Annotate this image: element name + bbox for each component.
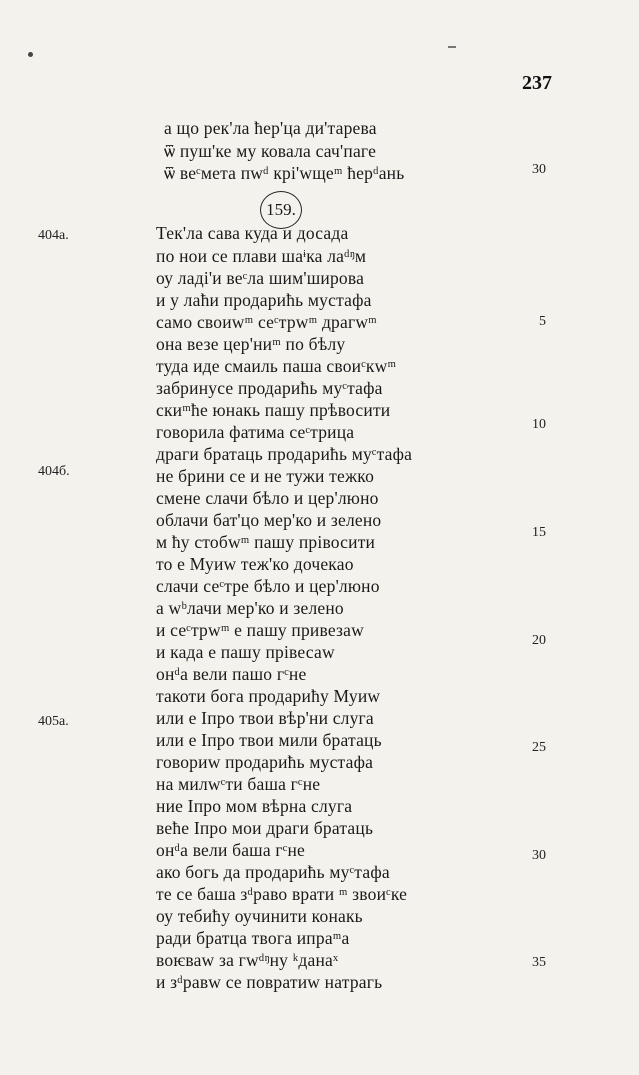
folio-reference: 404б. xyxy=(38,464,70,479)
line-number: 10 xyxy=(532,417,546,432)
folio-reference: 405a. xyxy=(38,714,69,729)
poem-line: она везе цер'ниᵐ по бѣлу xyxy=(156,334,346,354)
poem-line: ѿ веᶜмета пwᵈ крі'wщеᵐ ћерᵈань xyxy=(164,163,405,183)
line-number: 20 xyxy=(532,633,546,648)
poem-line: такоти бога продарићу Муиw xyxy=(156,686,381,706)
poem-line: само своиwᵐ сеᶜтрwᵐ драгwᵐ xyxy=(156,312,377,332)
poem-line: и зᵈравw се повратиw натрагь xyxy=(156,972,383,992)
poem-line: или е Іпро твои вѣр'ни слуга xyxy=(156,708,374,728)
poem-line: говорила фатима сеᶜтрица xyxy=(156,422,355,442)
poem-line: ᴍ ћу стобwᵐ пашу прівосити xyxy=(156,532,376,552)
poem-line: оу тебићу оучинити конакь xyxy=(156,906,363,926)
poem-line: то е Муиw теж'ко дочекао xyxy=(156,554,354,574)
poem-line: онᵈа вели баша гᶜне xyxy=(156,840,305,860)
poem-line: скиᵐће юнакь пашу прѣвосити xyxy=(156,400,391,420)
poem-line: туда иде смаиль паша своиᶜкwᵐ xyxy=(156,356,397,376)
poem-line: смене слачи бѣло и цер'люно xyxy=(156,488,379,508)
line-number: 35 xyxy=(532,955,546,970)
poem-line: те се баша зᵈраво врати ᵐ звоиᶜке xyxy=(156,884,408,904)
line-number: 25 xyxy=(532,740,546,755)
poem-line: или е Іпро твои мили братаць xyxy=(156,730,382,750)
poem-line: онᵈа вели пашо гᶜне xyxy=(156,664,307,684)
poem-line: а що рек'ла ћер'ца ди'тарева xyxy=(164,118,377,138)
poem-line: веће Іпро мои драги братаць xyxy=(156,818,374,838)
line-number: 30 xyxy=(532,162,546,177)
poem-line: ние Іпро моᴍ вѣрна слуга xyxy=(156,796,353,816)
folio-reference: 404a. xyxy=(38,228,69,243)
poem-line: ѿ пуш'ке му ковала сач'паге xyxy=(164,141,377,161)
poem-line: и када е пашу прівесаw xyxy=(156,642,335,662)
page-number: 237 xyxy=(522,72,552,94)
poem-line: и у лаћи продарићь мустафа xyxy=(156,290,372,310)
poem-line: забринусе продарићь муᶜтафа xyxy=(156,378,383,398)
line-number: 15 xyxy=(532,525,546,540)
poem-line: на милwᶜти баша гᶜне xyxy=(156,774,321,794)
poem-line: по нои се плави шаᶤка лаᵈᵑᴍ xyxy=(156,246,367,266)
line-number: 5 xyxy=(539,314,546,329)
ink-dot xyxy=(28,52,33,57)
poem-line: говориw продарићь мустафа xyxy=(156,752,374,772)
poem-line: драги братаць продарићь муᶜтафа xyxy=(156,444,413,464)
poem-line: а wᵇлачи мер'ко и зелено xyxy=(156,598,344,618)
poem-line: ако богь да продарићь муᶜтафа xyxy=(156,862,390,882)
poem-line: воѥваw за гwᵈᵑну ᵏданаˣ xyxy=(156,950,339,970)
line-number: 30 xyxy=(532,848,546,863)
poem-line: оу ладі'и веᶜла шим'широва xyxy=(156,268,365,288)
poem-line: облачи бат'цо мер'ко и зелено xyxy=(156,510,382,530)
song-number: 159. xyxy=(266,200,296,219)
poem-line: Тек'ла сава куда и досада xyxy=(156,223,349,243)
ink-mark xyxy=(448,46,456,48)
poem-line: не брини се и не тужи тежко xyxy=(156,466,375,486)
poem-line: слачи сеᶜтре бѣло и цер'люно xyxy=(156,576,380,596)
poem-line: ради братца твога ипраᵐа xyxy=(156,928,350,948)
poem-line: и сеᶜтрwᵐ е пашу привезаw xyxy=(156,620,364,640)
